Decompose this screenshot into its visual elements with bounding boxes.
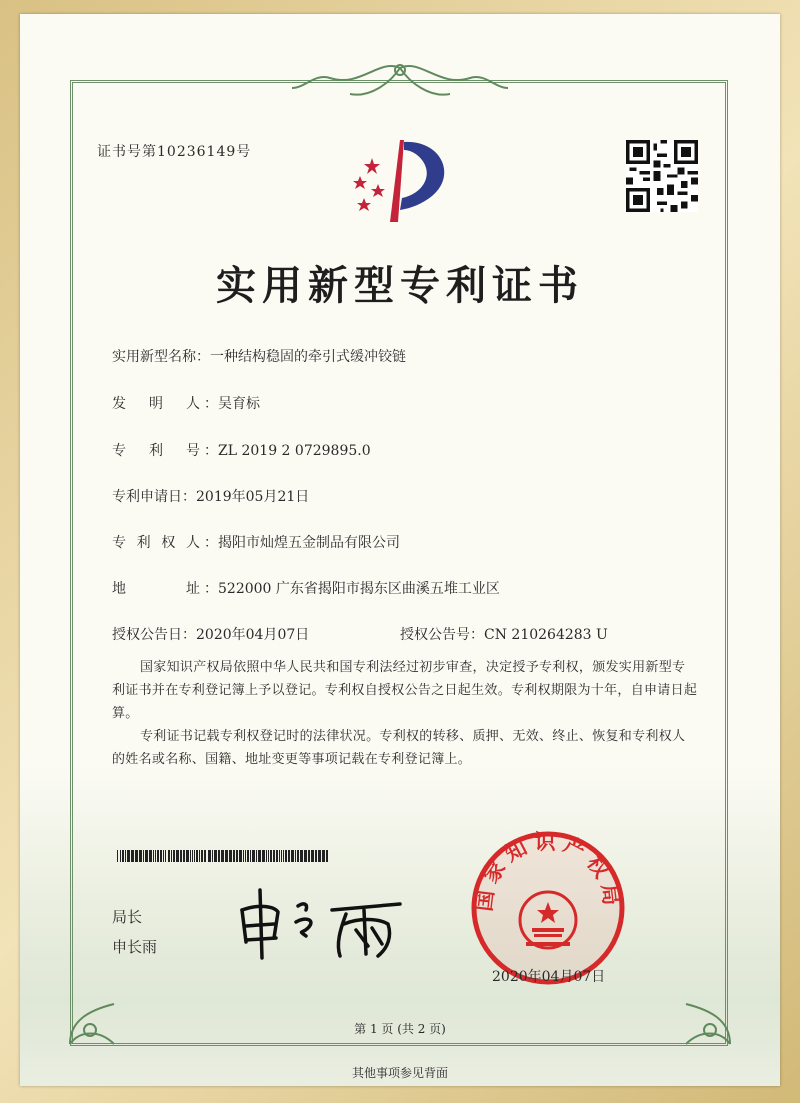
field-value: 揭阳市灿煌五金制品有限公司 bbox=[218, 535, 400, 551]
cnipa-logo-icon bbox=[342, 136, 460, 228]
paragraph-legal-status: 专利证书记载专利权登记时的法律状况。专利权的转移、质押、无效、终止、恢复和专利权人的姓名或名称、国籍、地址变更等事项记载在专利登记簿上。 bbox=[112, 729, 686, 767]
signature-role: 局长 bbox=[112, 908, 143, 926]
field-grant-date bbox=[112, 624, 309, 644]
barcode-icon bbox=[117, 850, 329, 862]
qr-code-icon bbox=[626, 140, 698, 212]
certificate-title: 实用新型专利证书 bbox=[216, 263, 584, 309]
signature-name: 申长雨 bbox=[112, 938, 158, 956]
field-address: 地 址 ：522000 广东省揭阳市揭东区曲溪五堆工业区 bbox=[112, 578, 500, 598]
field-label: 授权公告号： bbox=[400, 627, 484, 643]
field-value: CN 210264283 U bbox=[484, 627, 608, 643]
handwritten-signature bbox=[228, 880, 408, 960]
field-patent-number: 专 利 号 ：ZL 2019 2 0729895.0 bbox=[112, 440, 371, 460]
field-value: 2020年04月07日 bbox=[196, 627, 310, 643]
field-utility-model-name bbox=[112, 346, 406, 366]
footer-note: 其他事项参见背面 bbox=[351, 1066, 448, 1080]
field-label: 实用新型名称： bbox=[112, 349, 210, 365]
field-label: 地 址 bbox=[112, 581, 200, 597]
field-value: 522000 广东省揭阳市揭东区曲溪五堆工业区 bbox=[218, 581, 500, 597]
paragraph-grant-statement: 国家知识产权局依照中华人民共和国专利法经过初步审查，决定授予专利权，颁发实用新型专利证书并在专利登记簿上予以登记。专利权自授权公告之日起生效。专利权期限为十年，自申请日起算。 bbox=[112, 660, 698, 721]
field-label: 专 利 号 bbox=[112, 443, 200, 459]
certificate-number: 证书号第10236149号 bbox=[97, 144, 252, 160]
field-label: 专 利 权 人 bbox=[112, 535, 200, 551]
field-label: 发 明 人 bbox=[112, 396, 200, 412]
seal-date: 2020年04月07日 bbox=[492, 969, 606, 985]
field-value: 2019年05月21日 bbox=[196, 489, 310, 505]
field-label: 授权公告日： bbox=[112, 627, 196, 643]
seal-text: 国家知识产权局 bbox=[471, 830, 625, 913]
field-label: 专利申请日： bbox=[112, 489, 196, 505]
field-patentee: 专 利 权 人 ：揭阳市灿煌五金制品有限公司 bbox=[112, 532, 400, 552]
page-number: 第 1 页 (共 2 页) bbox=[354, 1022, 446, 1036]
official-seal bbox=[468, 828, 628, 988]
field-filing-date bbox=[112, 486, 309, 506]
field-inventor: 发 明 人 ：吴育标 bbox=[112, 393, 260, 413]
top-ornament bbox=[290, 58, 510, 102]
field-value: ZL 2019 2 0729895.0 bbox=[218, 443, 371, 459]
field-grant-number bbox=[400, 624, 608, 644]
field-value: 吴育标 bbox=[218, 396, 260, 412]
field-value: 一种结构稳固的牵引式缓冲铰链 bbox=[210, 349, 406, 365]
